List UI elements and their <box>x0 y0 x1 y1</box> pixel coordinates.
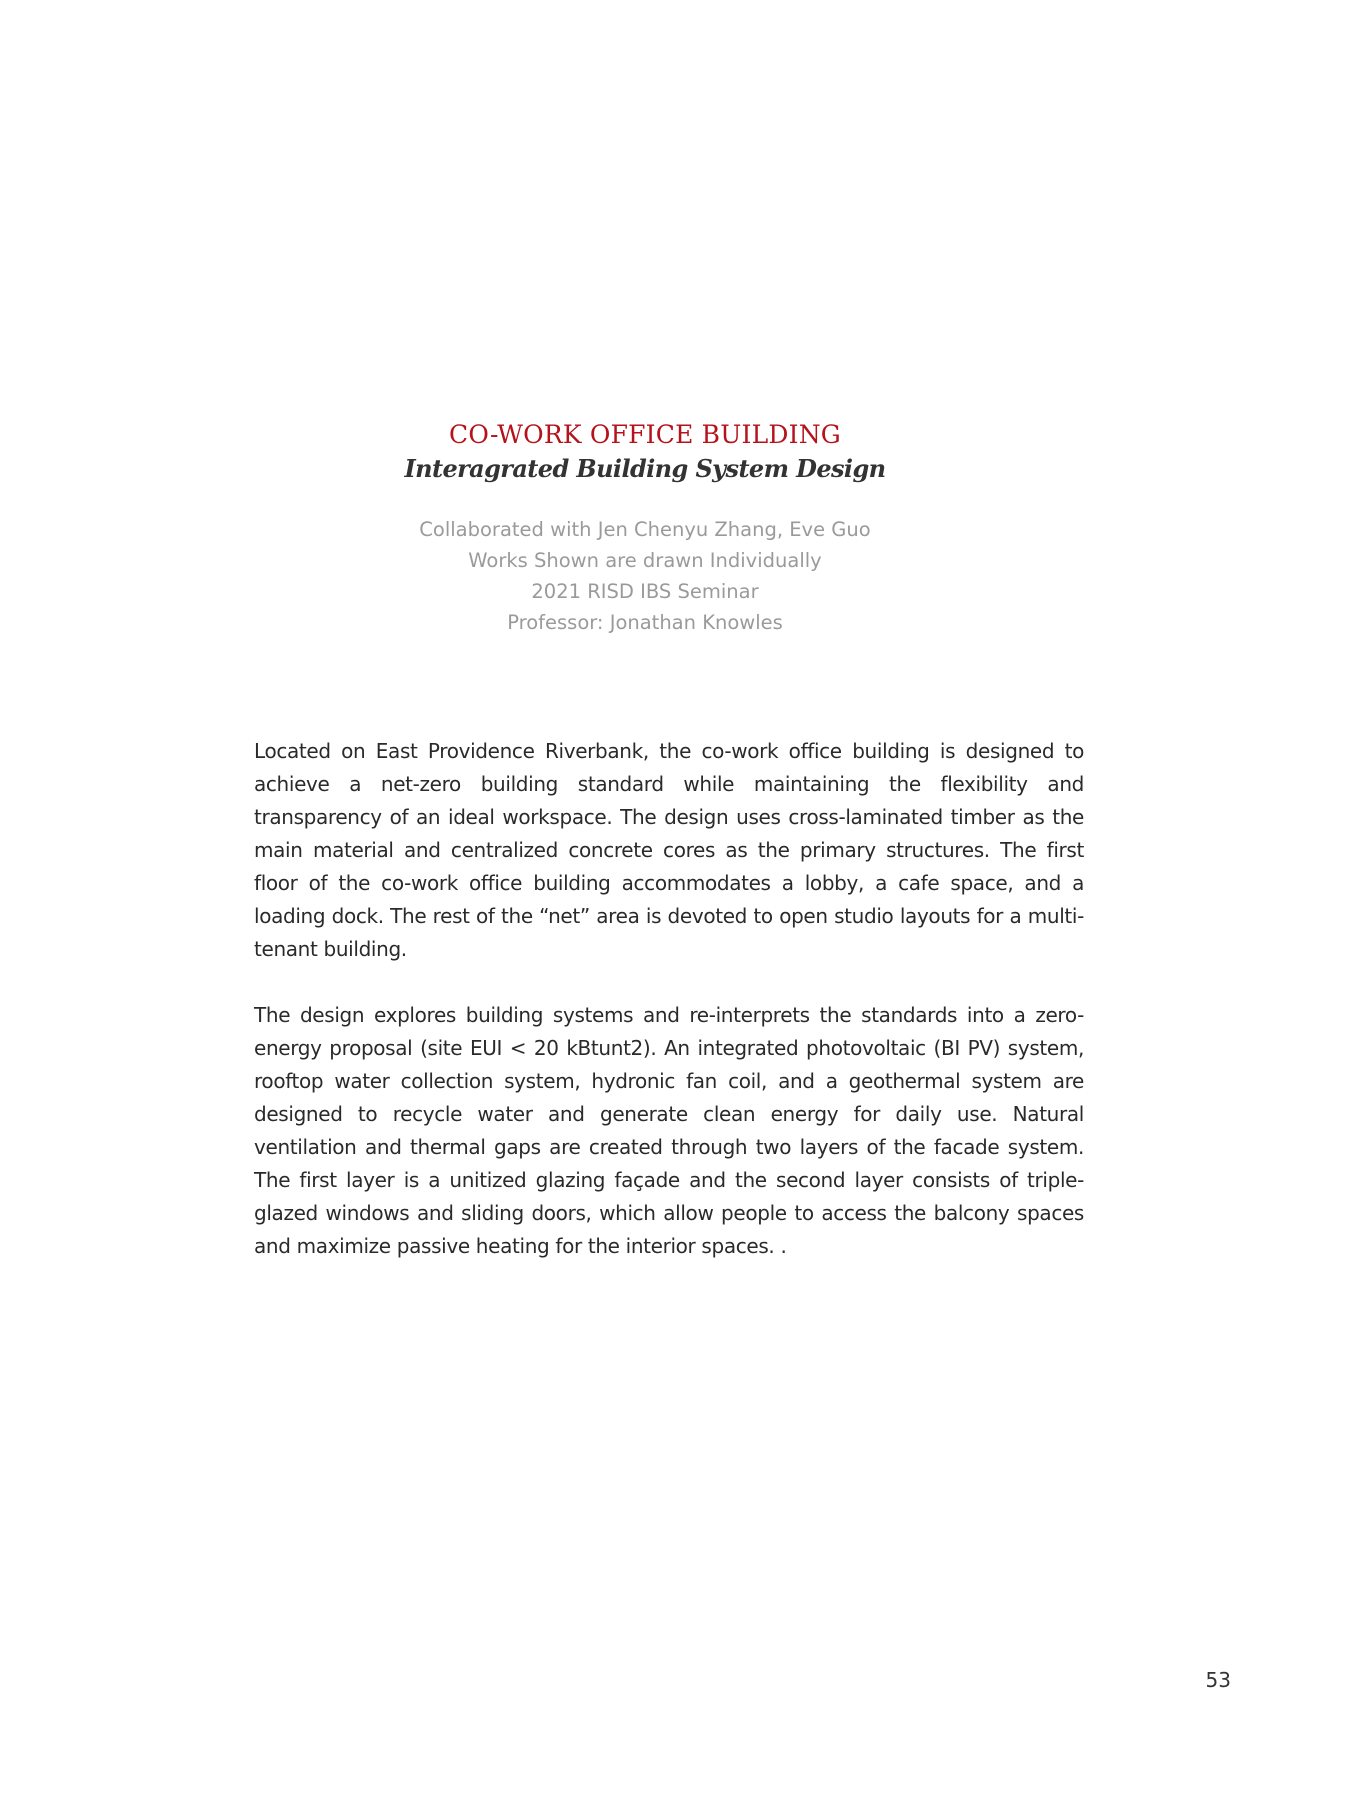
credit-line-seminar: 2021 RISD IBS Seminar <box>531 580 759 603</box>
body-text <box>254 735 1084 1296</box>
body-paragraph-1: Located on East Providence Riverbank, the co-work office building is designed to achieve a net-zero building standard while maintaining the flexibility and transparency of an ideal workspace. The design uses cross-laminated timber as the main material and centralized concrete cores as the primary structures. The first floor of the co-work office building accommodates a lobby, a cafe space, and a loading dock. The rest of the “net” area is devoted to open studio layouts for a multi-tenant building. <box>254 739 1084 961</box>
document-title: CO-WORK OFFICE BUILDING <box>449 420 841 449</box>
body-paragraph-2: The design explores building systems and re-interprets the standards into a zero-energy proposal (site EUI < 20 kBtunt2). An integrated photovoltaic (BI PV) system, rooftop water collection system, hydronic fan coil, and a geothermal system are designed to recycle water and generate clean energy for daily use. Natural ventilation and thermal gaps are created through two layers of the facade system. The first layer is a unitized glazing façade and the second layer consists of triple-glazed windows and sliding doors, which allow people to access the balcony spaces and maximize passive heating for the interior spaces. . <box>254 1003 1084 1258</box>
document-subtitle: Interagrated Building System Design <box>404 454 886 483</box>
credits-block <box>0 514 1290 638</box>
credit-line-works-shown: Works Shown are drawn Individually <box>468 549 822 572</box>
page-number: 53 <box>1205 1668 1231 1692</box>
credit-line-professor: Professor: Jonathan Knowles <box>507 611 783 634</box>
title-block <box>0 418 1290 486</box>
credit-line-collaborators: Collaborated with Jen Chenyu Zhang, Eve Guo <box>419 518 871 541</box>
